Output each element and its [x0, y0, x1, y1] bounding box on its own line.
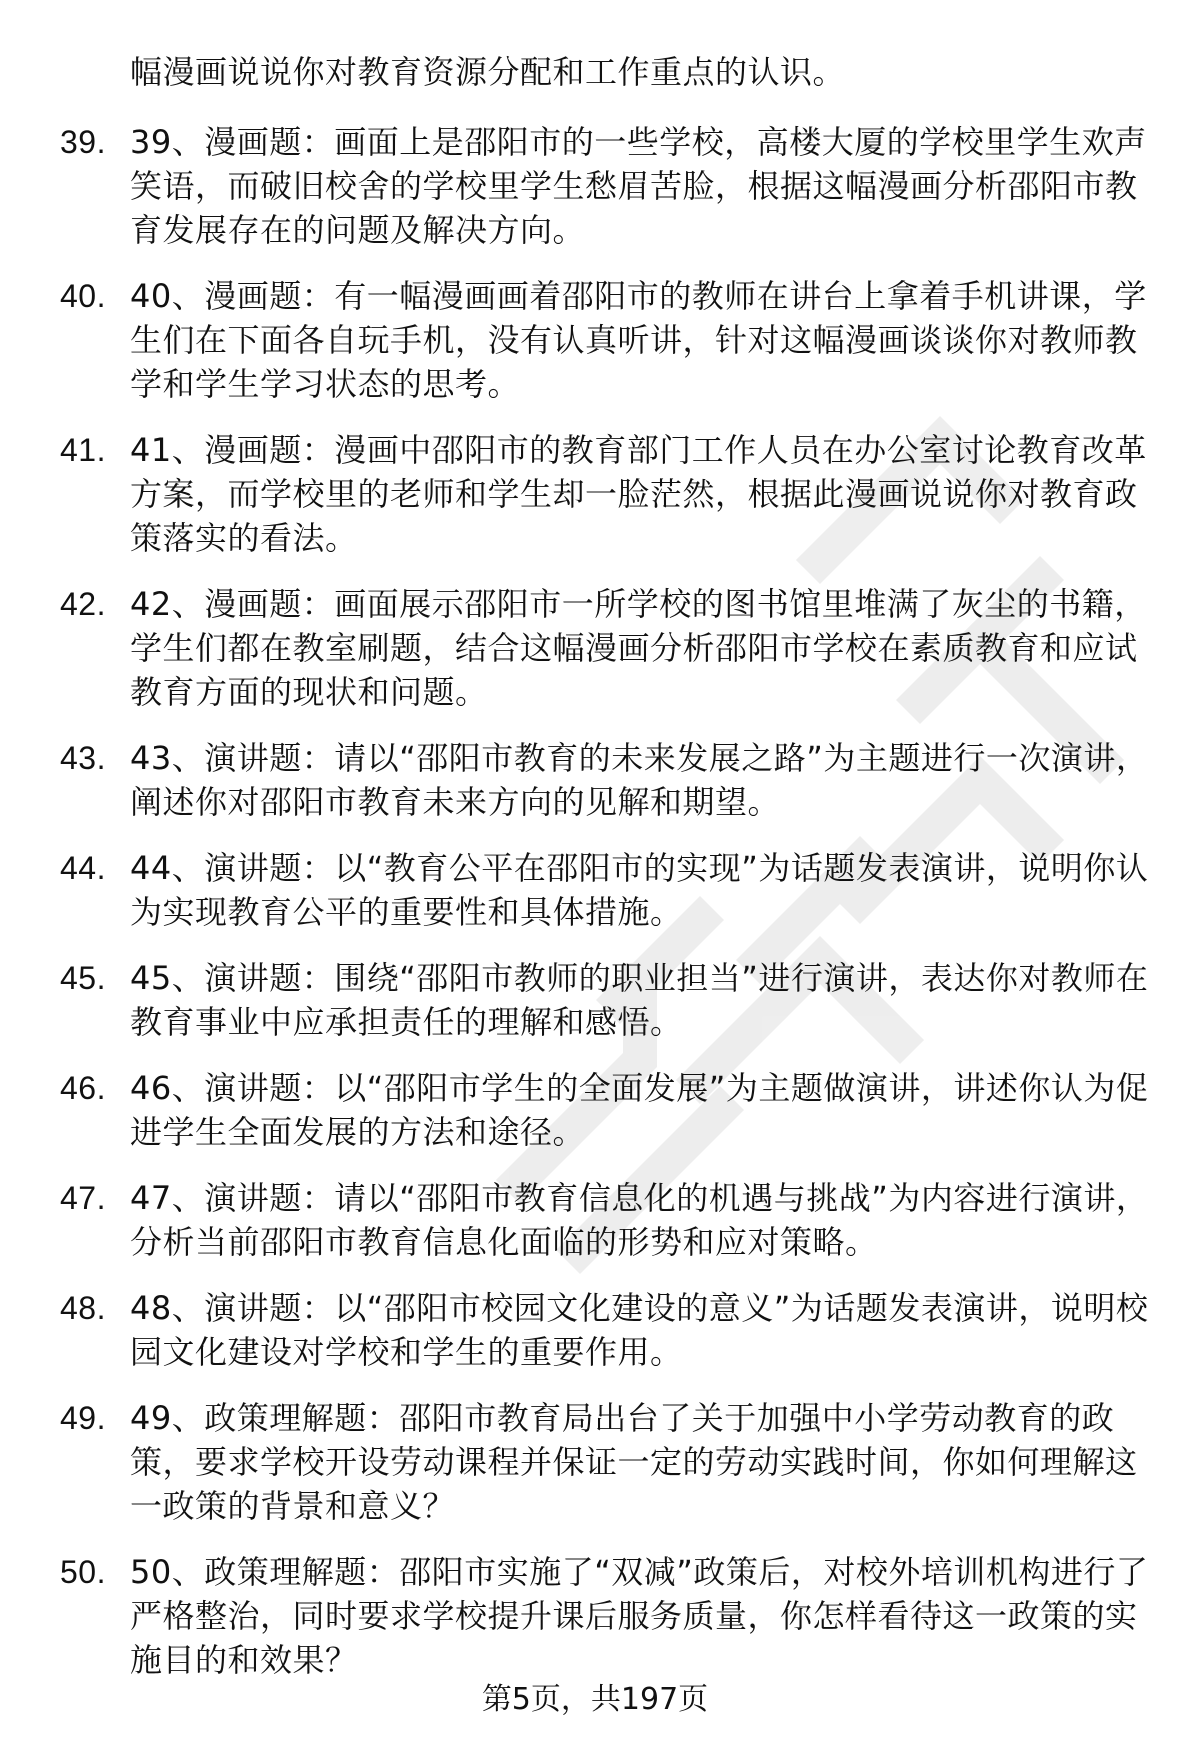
question-list [60, 120, 1150, 1682]
continued-text: 幅漫画说说你对教育资源分配和工作重点的认识。 [130, 53, 846, 91]
question-number: 49. [60, 1400, 106, 1436]
page-number-footer: 第5页，共197页 [481, 1682, 709, 1717]
question-number: 47. [60, 1180, 106, 1216]
question-item-43 [60, 736, 1150, 824]
question-number: 46. [60, 1070, 106, 1106]
question-number: 43. [60, 740, 106, 776]
question-number: 45. [60, 960, 106, 996]
question-text: 43、演讲题：请以“邵阳市教育的未来发展之路”为主题进行一次演讲，阐述你对邵阳市教育未来方向的见解和期望。 [130, 739, 1149, 821]
question-item-49 [60, 1396, 1150, 1528]
question-text: 50、政策理解题：邵阳市实施了“双减”政策后，对校外培训机构进行了严格整治，同时要求学校提升课后服务质量，你怎样看待这一政策的实施目的和效果？ [130, 1553, 1149, 1679]
question-text: 40、漫画题：有一幅漫画画着邵阳市的教师在讲台上拿着手机讲课，学生们在下面各自玩手机，没有认真听讲，针对这幅漫画谈谈你对教师教学和学生学习状态的思考。 [130, 277, 1147, 403]
question-item-45 [60, 956, 1150, 1044]
question-item-50 [60, 1550, 1150, 1682]
question-text: 46、演讲题：以“邵阳市学生的全面发展”为主题做演讲，讲述你认为促进学生全面发展的方法和途径。 [130, 1069, 1149, 1151]
question-item-39 [60, 120, 1150, 252]
question-text: 44、演讲题：以“教育公平在邵阳市的实现”为话题发表演讲，说明你认为实现教育公平的重要性和具体措施。 [130, 849, 1149, 931]
question-item-40 [60, 274, 1150, 406]
question-text: 47、演讲题：请以“邵阳市教育信息化的机遇与挑战”为内容进行演讲，分析当前邵阳市教育信息化面临的形势和应对策略。 [130, 1179, 1149, 1261]
question-text: 45、演讲题：围绕“邵阳市教师的职业担当”进行演讲，表达你对教师在教育事业中应承担责任的理解和感悟。 [130, 959, 1149, 1041]
question-item-47 [60, 1176, 1150, 1264]
question-number: 50. [60, 1554, 106, 1590]
question-text: 41、漫画题：漫画中邵阳市的教育部门工作人员在办公室讨论教育改革方案，而学校里的老师和学生却一脸茫然，根据此漫画说说你对教育政策落实的看法。 [130, 431, 1147, 557]
question-item-48 [60, 1286, 1150, 1374]
question-number: 41. [60, 432, 106, 468]
question-item-44 [60, 846, 1150, 934]
question-text: 49、政策理解题：邵阳市教育局出台了关于加强中小学劳动教育的政策，要求学校开设劳动课程并保证一定的劳动实践时间，你如何理解这一政策的背景和意义？ [130, 1399, 1138, 1525]
question-item-41 [60, 428, 1150, 560]
question-text: 39、漫画题：画面上是邵阳市的一些学校，高楼大厦的学校里学生欢声笑语，而破旧校舍的学校里学生愁眉苦脸，根据这幅漫画分析邵阳市教育发展存在的问题及解决方向。 [130, 123, 1147, 249]
question-text: 48、演讲题：以“邵阳市校园文化建设的意义”为话题发表演讲，说明校园文化建设对学校和学生的重要作用。 [130, 1289, 1149, 1371]
question-number: 48. [60, 1290, 106, 1326]
question-number: 42. [60, 586, 106, 622]
question-item-42 [60, 582, 1150, 714]
question-item-46 [60, 1066, 1150, 1154]
question-text: 42、漫画题：画面展示邵阳市一所学校的图书馆里堆满了灰尘的书籍，学生们都在教室刷题，结合这幅漫画分析邵阳市学校在素质教育和应试教育方面的现状和问题。 [130, 585, 1147, 711]
question-number: 40. [60, 278, 106, 314]
question-number: 39. [60, 124, 106, 160]
question-number: 44. [60, 850, 106, 886]
document-body [60, 50, 1150, 1704]
